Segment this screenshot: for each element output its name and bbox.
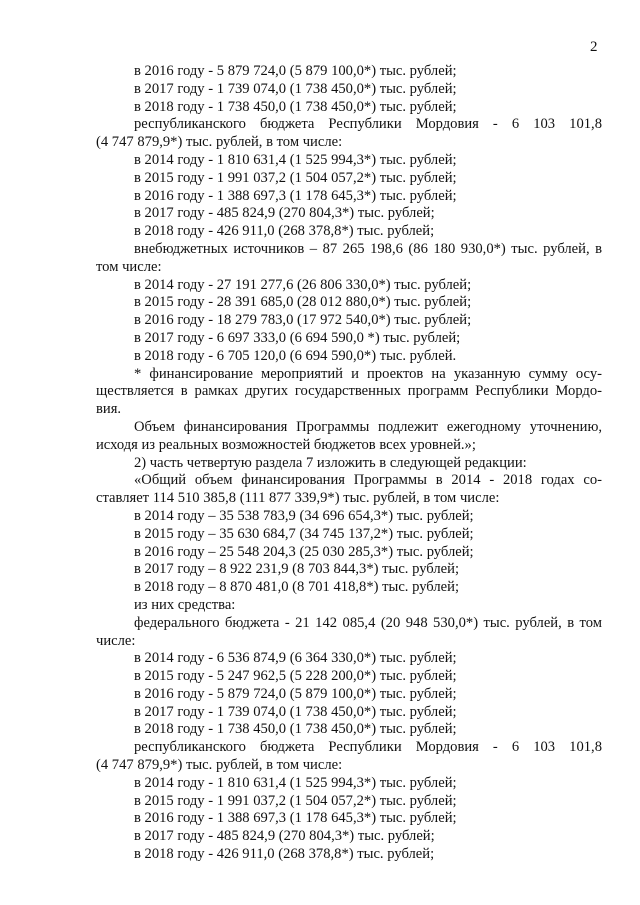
text-line: в 2016 году - 5 879 724,0 (5 879 100,0*) тыс. рублей; [134, 685, 457, 702]
document-body [96, 63, 602, 864]
text-line: в 2017 году - 485 824,9 (270 804,3*) тыс. рублей; [134, 205, 435, 222]
text-line: ставляет 114 510 385,8 (111 877 339,9*) тыс. рублей, в том числе: [96, 490, 500, 507]
text-line: в 2016 году - 1 388 697,3 (1 178 645,3*) тыс. рублей; [134, 187, 457, 204]
text-line: в 2018 году - 426 911,0 (268 378,8*) тыс. рублей; [134, 223, 435, 240]
text-line: в 2014 году - 6 536 874,9 (6 364 330,0*) тыс. рублей; [134, 650, 457, 667]
text-line: числе: [96, 632, 136, 649]
text-line: республиканского бюджета Республики Мордовия - 6 103 101,8 [134, 739, 602, 756]
text-line: (4 747 879,9*) тыс. рублей, в том числе: [96, 757, 343, 774]
text-line: в 2017 году - 1 739 074,0 (1 738 450,0*) тыс. рублей; [134, 703, 457, 720]
text-line: в 2016 году – 25 548 204,3 (25 030 285,3*) тыс. рублей; [134, 543, 474, 560]
page-number: 2 [590, 39, 598, 55]
text-line: в 2016 году - 5 879 724,0 (5 879 100,0*) тыс. рублей; [134, 63, 457, 79]
text-line: республиканского бюджета Республики Мордовия - 6 103 101,8 [134, 116, 602, 133]
text-line: в 2018 году - 1 738 450,0 (1 738 450,0*) тыс. рублей; [134, 721, 457, 738]
text-line: в 2017 году - 485 824,9 (270 804,3*) тыс. рублей; [134, 828, 435, 845]
text-line: в 2015 году - 1 991 037,2 (1 504 057,2*) тыс. рублей; [134, 792, 457, 809]
text-line: в 2015 году – 35 630 684,7 (34 745 137,2*) тыс. рублей; [134, 525, 474, 542]
text-line: в 2015 году - 1 991 037,2 (1 504 057,2*) тыс. рублей; [134, 169, 457, 186]
text-line: исходя из реальных возможностей бюджетов всех уровней.»; [96, 436, 476, 453]
text-line: вия. [96, 401, 122, 418]
text-line: (4 747 879,9*) тыс. рублей, в том числе: [96, 134, 343, 151]
text-line: «Общий объем финансирования Программы в 2014 - 2018 годах со- [134, 472, 602, 489]
text-line: 2) часть четвертую раздела 7 изложить в следующей редакции: [134, 454, 527, 471]
text-line: Объем финансирования Программы подлежит ежегодному уточнению, [134, 418, 602, 435]
text-line: том числе: [96, 258, 162, 275]
text-line: в 2017 году - 1 739 074,0 (1 738 450,0*) тыс. рублей; [134, 80, 457, 97]
text-line: в 2015 году - 28 391 685,0 (28 012 880,0*) тыс. рублей; [134, 294, 472, 311]
text-line: в 2018 году - 426 911,0 (268 378,8*) тыс. рублей; [134, 846, 435, 863]
text-line: ществляется в рамках других государственных программ Республики Мордо- [96, 383, 602, 400]
text-line: в 2018 году - 6 705 120,0 (6 694 590,0*) тыс. рублей. [134, 347, 457, 364]
text-line: в 2018 году - 1 738 450,0 (1 738 450,0*) тыс. рублей; [134, 98, 457, 115]
text-line: в 2014 году - 27 191 277,6 (26 806 330,0*) тыс. рублей; [134, 276, 472, 293]
text-line: в 2014 году - 1 810 631,4 (1 525 994,3*) тыс. рублей; [134, 774, 457, 791]
text-line: в 2017 году – 8 922 231,9 (8 703 844,3*) тыс. рублей; [134, 561, 459, 578]
text-line: в 2018 году – 8 870 481,0 (8 701 418,8*) тыс. рублей; [134, 579, 459, 596]
text-line: в 2014 году - 1 810 631,4 (1 525 994,3*) тыс. рублей; [134, 151, 457, 168]
text-line: в 2016 году - 1 388 697,3 (1 178 645,3*) тыс. рублей; [134, 810, 457, 827]
text-line: федерального бюджета - 21 142 085,4 (20 948 530,0*) тыс. рублей, в том [134, 614, 602, 631]
text-line: внебюджетных источников – 87 265 198,6 (86 180 930,0*) тыс. рублей, в [134, 240, 602, 257]
text-line: из них средства: [134, 596, 236, 613]
text-line: в 2015 году - 5 247 962,5 (5 228 200,0*) тыс. рублей; [134, 668, 457, 685]
text-line: в 2014 году – 35 538 783,9 (34 696 654,3*) тыс. рублей; [134, 507, 474, 524]
text-line: в 2016 году - 18 279 783,0 (17 972 540,0*) тыс. рублей; [134, 312, 472, 329]
text-line: * финансирование мероприятий и проектов на указанную сумму осу- [134, 365, 602, 382]
text-line: в 2017 году - 6 697 333,0 (6 694 590,0 *) тыс. рублей; [134, 329, 461, 346]
